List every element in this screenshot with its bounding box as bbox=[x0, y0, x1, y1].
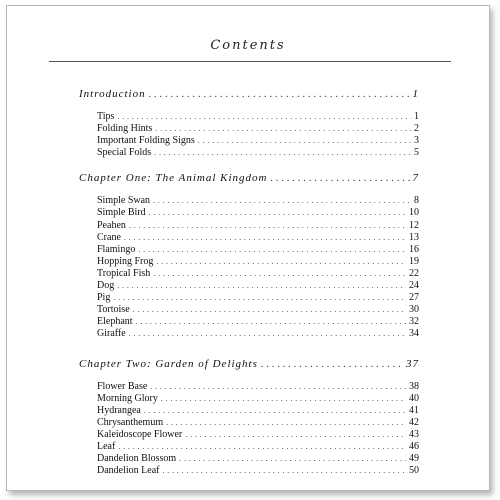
toc-entry-page: 38 bbox=[409, 380, 419, 392]
toc-entry[interactable] bbox=[79, 441, 419, 453]
toc-entry[interactable] bbox=[79, 256, 419, 268]
toc-entry[interactable] bbox=[79, 244, 419, 256]
toc-entry-page: 19 bbox=[409, 255, 419, 267]
toc-section-heading[interactable] bbox=[79, 172, 419, 186]
leader-dots bbox=[117, 281, 406, 290]
toc-entry-label: Flamingo bbox=[97, 243, 136, 255]
toc-entry[interactable] bbox=[79, 393, 419, 405]
toc-entry-label: Special Folds bbox=[97, 147, 152, 159]
leader-dots bbox=[129, 329, 406, 338]
toc-entry[interactable] bbox=[79, 465, 419, 477]
toc-entry[interactable] bbox=[79, 195, 419, 207]
toc-entry-page: 1 bbox=[414, 111, 419, 122]
toc-entry-page: 42 bbox=[409, 416, 419, 428]
toc-entry-label: Dandelion Blossom bbox=[97, 453, 177, 465]
document-page bbox=[6, 5, 490, 491]
leader-dots bbox=[261, 358, 403, 370]
leader-dots bbox=[149, 208, 406, 217]
toc-entry-page: 10 bbox=[409, 207, 419, 219]
leader-dots bbox=[150, 382, 406, 391]
toc-entry-page: 49 bbox=[409, 453, 419, 465]
toc-entry-page: 30 bbox=[409, 304, 419, 316]
toc-entry-label: Hydrangea bbox=[97, 404, 141, 416]
title-divider bbox=[49, 61, 451, 62]
leader-dots bbox=[144, 406, 406, 415]
toc-entry-page: 40 bbox=[409, 392, 419, 404]
toc-entry-label: Dog bbox=[97, 280, 115, 292]
toc-section-page: 37 bbox=[406, 357, 419, 370]
leader-dots bbox=[270, 172, 409, 184]
leader-dots bbox=[138, 245, 406, 254]
toc-entry-label: Important Folding Signs bbox=[97, 135, 195, 147]
leader-dots bbox=[124, 233, 406, 242]
leader-dots bbox=[153, 196, 411, 205]
toc-entry-page: 27 bbox=[409, 292, 419, 304]
toc-entry-page: 24 bbox=[409, 280, 419, 292]
toc-entry-label: Folding Hints bbox=[97, 123, 153, 135]
leader-dots bbox=[162, 466, 406, 475]
leader-dots bbox=[166, 418, 406, 427]
toc-entry-page: 41 bbox=[409, 404, 419, 416]
leader-dots bbox=[133, 305, 406, 314]
toc-section-page: 7 bbox=[412, 172, 419, 185]
toc-entry-page: 22 bbox=[409, 267, 419, 279]
leader-dots bbox=[185, 430, 406, 439]
leader-dots bbox=[198, 136, 411, 145]
leader-dots bbox=[136, 317, 406, 326]
toc-entry-page: 43 bbox=[409, 428, 419, 440]
leader-dots bbox=[155, 124, 411, 133]
toc-entry-label: Flower Base bbox=[97, 380, 148, 392]
toc-entry-label: Leaf bbox=[97, 440, 116, 452]
leader-dots bbox=[129, 221, 406, 230]
page-title: Contents bbox=[210, 38, 286, 53]
toc-entry-label: Chrysanthemum bbox=[97, 416, 164, 428]
toc-section-heading[interactable] bbox=[79, 358, 419, 372]
toc-entry[interactable] bbox=[79, 316, 419, 328]
toc-entry[interactable] bbox=[79, 220, 419, 232]
leader-dots bbox=[149, 88, 410, 100]
toc-entry-page: 46 bbox=[409, 440, 419, 452]
toc-entry-label: Dandelion Leaf bbox=[97, 465, 160, 477]
toc-section-title: Introduction bbox=[79, 88, 146, 100]
toc-entry-label: Pig bbox=[97, 292, 111, 304]
toc-entry-page: 32 bbox=[409, 316, 419, 328]
section-spacer bbox=[79, 341, 419, 358]
toc-entry[interactable] bbox=[79, 453, 419, 465]
toc-entry[interactable] bbox=[79, 232, 419, 244]
toc-entry[interactable] bbox=[79, 405, 419, 417]
toc-entry[interactable] bbox=[79, 135, 419, 147]
toc-section-title: Chapter Two: Garden of Delights bbox=[79, 357, 258, 370]
leader-dots bbox=[156, 257, 406, 266]
toc-entry-page: 2 bbox=[414, 123, 419, 135]
toc-entry-label: Simple Bird bbox=[97, 207, 146, 219]
leader-dots bbox=[117, 112, 411, 121]
leader-dots bbox=[179, 454, 406, 463]
leader-dots bbox=[118, 442, 406, 451]
section-spacer bbox=[79, 159, 419, 172]
toc-entry[interactable] bbox=[79, 123, 419, 135]
toc-entry[interactable] bbox=[79, 280, 419, 292]
toc-entry-page: 13 bbox=[409, 231, 419, 243]
toc-entry-label: Crane bbox=[97, 231, 121, 243]
table-of-contents bbox=[79, 88, 419, 477]
toc-entry-label: Tips bbox=[97, 111, 115, 122]
toc-section-title: Chapter One: The Animal Kingdom bbox=[79, 172, 268, 185]
toc-entry-label: Giraffe bbox=[97, 328, 126, 340]
toc-entry-page: 12 bbox=[409, 219, 419, 231]
toc-entry[interactable] bbox=[79, 328, 419, 340]
leader-dots bbox=[113, 293, 406, 302]
toc-entry-label: Hopping Frog bbox=[97, 255, 154, 267]
toc-entry[interactable] bbox=[79, 304, 419, 316]
toc-entry-label: Tortoise bbox=[97, 304, 130, 316]
toc-entry[interactable] bbox=[79, 111, 419, 123]
toc-entry[interactable] bbox=[79, 207, 419, 219]
toc-entry-page: 16 bbox=[409, 243, 419, 255]
toc-section-page: 1 bbox=[412, 88, 419, 100]
toc-entry-page: 8 bbox=[414, 195, 419, 207]
toc-entry-page: 50 bbox=[409, 465, 419, 477]
toc-section-heading[interactable] bbox=[79, 88, 419, 102]
toc-entry-page: 34 bbox=[409, 328, 419, 340]
toc-entry-page: 3 bbox=[414, 135, 419, 147]
toc-entry[interactable] bbox=[79, 147, 419, 159]
leader-dots bbox=[153, 269, 406, 278]
toc-entry[interactable] bbox=[79, 417, 419, 429]
toc-entry-label: Kaleidoscope Flower bbox=[97, 428, 183, 440]
toc-entry-label: Peahen bbox=[97, 219, 126, 231]
toc-entry[interactable] bbox=[79, 268, 419, 280]
toc-entry[interactable] bbox=[79, 429, 419, 441]
leader-dots bbox=[161, 394, 406, 403]
toc-entry[interactable] bbox=[79, 292, 419, 304]
toc-entry-label: Tropical Fish bbox=[97, 267, 151, 279]
toc-entry[interactable] bbox=[79, 381, 419, 393]
toc-entry-page: 5 bbox=[414, 147, 419, 159]
toc-entry-label: Simple Swan bbox=[97, 195, 151, 207]
toc-entry-label: Morning Glory bbox=[97, 392, 158, 404]
leader-dots bbox=[154, 148, 411, 157]
toc-entry-label: Elephant bbox=[97, 316, 133, 328]
